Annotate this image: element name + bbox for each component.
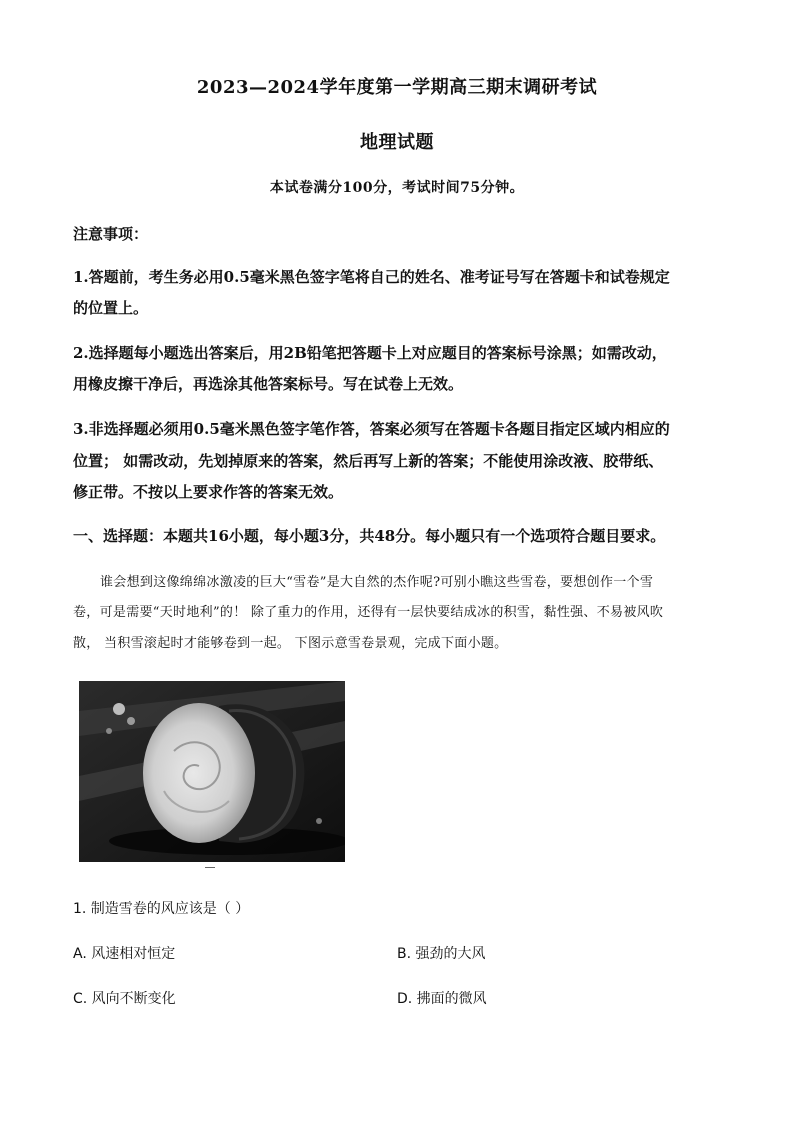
- subject-title: 地理试题: [360, 132, 434, 153]
- exam-info: 本试卷满分100分，考试时间75分钟。: [269, 180, 525, 196]
- passage-line-1: 谁会想到这像绵绵冰激凌的巨大“雪卷”是大自然的杰作呢?可别小瞧这些雪卷，要想创作一个雪: [100, 575, 654, 590]
- section-1-heading: 一、选择题：本题共16小题，每小题3分，共48分。每小题只有一个选项符合题目要求。: [73, 527, 666, 545]
- notice-item-3-line-1: 3.非选择题必须用0.5毫米黑色签字笔作答，答案必须写在答题卡各题目指定区域内相应的: [73, 420, 670, 438]
- snow-roller-photo: [79, 681, 345, 862]
- question-1-stem: 1. 制造雪卷的风应该是（ ）: [73, 901, 250, 917]
- exam-title: 2023—2024学年度第一学期高三期末调研考试: [196, 77, 598, 98]
- passage-line-2: 卷，可是需要“天时地利”的！ 除了重力的作用，还得有一层快要结成冰的积雪，黏性强、不易被风吹: [73, 605, 664, 620]
- notice-item-1-line-2: 的位置上。: [73, 299, 149, 317]
- notice-item-1-line-1: 1.答题前，考生务必用0.5毫米黑色签字笔将自己的姓名、准考证号写在答题卡和试卷规定: [73, 268, 670, 286]
- option-b[interactable]: B. 强劲的大风: [397, 946, 486, 962]
- notice-heading: 注意事项：: [73, 225, 149, 243]
- passage-line-3: 散， 当积雪滚起时才能够卷到一起。 下图示意雪卷景观，完成下面小题。: [73, 636, 508, 651]
- notice-item-3-line-3: 修正带。不按以上要求作答的答案无效。: [73, 483, 344, 501]
- option-c[interactable]: C. 风向不断变化: [73, 991, 176, 1007]
- option-a[interactable]: A. 风速相对恒定: [73, 946, 176, 962]
- notice-item-3-line-2: 位置； 如需改动，先划掉原来的答案，然后再写上新的答案；不能使用涂改液、胶带纸、: [73, 452, 664, 470]
- figure-caption-mark: [205, 867, 215, 868]
- notice-item-2-line-2: 用橡皮擦干净后，再选涂其他答案标号。写在试卷上无效。: [73, 375, 464, 393]
- notice-item-2-line-1: 2.选择题每小题选出答案后，用2B铅笔把答题卡上对应题目的答案标号涂黑；如需改动，: [73, 344, 667, 362]
- option-d[interactable]: D. 拂面的微风: [397, 991, 487, 1007]
- snow-roller-image: [79, 681, 345, 862]
